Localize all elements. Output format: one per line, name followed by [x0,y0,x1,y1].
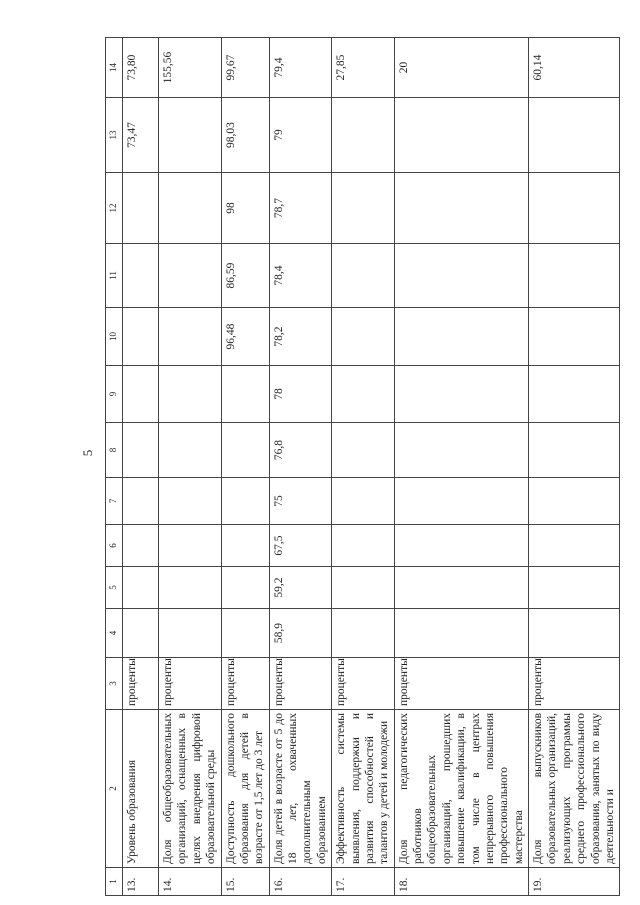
unit-cell: проценты [159,658,222,710]
table-row [123,38,159,896]
value-cell: 79 [269,98,332,173]
value-cell [529,366,620,423]
column-number: 3 [106,658,123,710]
value-cell [332,244,395,308]
column-number: 2 [106,710,123,868]
value-cell [332,366,395,423]
value-cell [529,308,620,366]
value-cell [159,366,222,423]
value-cell [123,478,159,525]
indicator-name: Доступность дошкольного образования для детей в возрасте от 1,5 лет до 3 лет [221,710,269,868]
row-number: 16. [269,868,332,896]
value-cell [394,308,528,366]
column-number: 6 [106,525,123,567]
value-cell [332,173,395,244]
value-cell [529,423,620,478]
value-cell: 73,47 [123,98,159,173]
row-number: 14. [159,868,222,896]
value-cell: 58,9 [269,609,332,658]
table-row [269,38,332,896]
value-cell [159,567,222,609]
indicator-table [105,37,620,896]
value-cell [221,478,269,525]
table-row [332,38,395,896]
column-number: 1 [106,868,123,896]
value-cell: 86,59 [221,244,269,308]
value-cell [159,308,222,366]
value-cell [159,478,222,525]
indicator-name: Уровень образования [123,710,159,868]
value-cell [529,244,620,308]
value-cell: 98,03 [221,98,269,173]
appendix-caption [0,60,5,260]
value-cell [394,244,528,308]
column-number: 7 [106,478,123,525]
column-number: 12 [106,173,123,244]
indicator-name: Доля педагогических работников общеобразовательных организаций, прошедших повышение квалификации, в том числе в центрах непрерывного повышения профессионального мастерства [394,710,528,868]
value-cell: 75 [269,478,332,525]
unit-cell: проценты [221,658,269,710]
value-cell: 79,4 [269,38,332,98]
value-cell [394,567,528,609]
value-cell [221,567,269,609]
value-cell [159,173,222,244]
table-row [529,38,620,896]
column-number: 10 [106,308,123,366]
value-cell: 96,48 [221,308,269,366]
value-cell: 76,8 [269,423,332,478]
value-cell [159,423,222,478]
unit-cell: проценты [123,658,159,710]
value-cell [332,423,395,478]
value-cell [332,567,395,609]
value-cell [394,173,528,244]
value-cell [394,609,528,658]
unit-cell: проценты [394,658,528,710]
column-numbers-row [106,38,123,896]
value-cell [529,609,620,658]
table-row [159,38,222,896]
value-cell: 155,56 [159,38,222,98]
value-cell [529,478,620,525]
table-frame [105,38,616,896]
row-number: 19. [529,868,620,896]
value-cell [394,98,528,173]
value-cell [123,567,159,609]
value-cell [394,478,528,525]
row-number: 17. [332,868,395,896]
value-cell [159,244,222,308]
value-cell: 78,2 [269,308,332,366]
indicator-name: Доля выпускников образовательных организаций, реализующих программы среднего профессионального образования, занятых по виду деятельности и [529,710,620,868]
value-cell [332,525,395,567]
column-number: 8 [106,423,123,478]
value-cell [159,609,222,658]
value-cell [332,609,395,658]
value-cell: 78,7 [269,173,332,244]
value-cell: 27,85 [332,38,395,98]
value-cell [221,525,269,567]
value-cell [159,98,222,173]
rotated-table-container [105,38,616,896]
table-row [394,38,528,896]
row-number: 15. [221,868,269,896]
indicator-name: Доля общеобразовательных организаций, оснащенных в целях внедрения цифровой образовательной среды [159,710,222,868]
value-cell [394,525,528,567]
value-cell [123,423,159,478]
value-cell: 98 [221,173,269,244]
value-cell [529,567,620,609]
value-cell: 67,5 [269,525,332,567]
table-row [221,38,269,896]
value-cell: 20 [394,38,528,98]
value-cell [394,366,528,423]
row-number: 18. [394,868,528,896]
value-cell [332,308,395,366]
value-cell [123,308,159,366]
value-cell [123,525,159,567]
unit-cell: проценты [269,658,332,710]
value-cell: 78 [269,366,332,423]
value-cell: 59,2 [269,567,332,609]
column-number: 13 [106,98,123,173]
value-cell: 99,67 [221,38,269,98]
value-cell: 73,80 [123,38,159,98]
value-cell [123,609,159,658]
value-cell [529,173,620,244]
unit-cell: проценты [332,658,395,710]
column-number: 14 [106,38,123,98]
column-number: 11 [106,244,123,308]
value-cell [529,525,620,567]
indicator-name: Доля детей в возрасте от 5 до 18 лет, охваченных дополнительным образованием [269,710,332,868]
column-number: 5 [106,567,123,609]
indicator-name: Эффективность системы выявления, поддержки и развития способностей и талантов у детей и молодежи [332,710,395,868]
value-cell [159,525,222,567]
column-number: 9 [106,366,123,423]
value-cell: 78,4 [269,244,332,308]
column-number: 4 [106,609,123,658]
value-cell [332,478,395,525]
value-cell [221,366,269,423]
value-cell [221,609,269,658]
value-cell [123,173,159,244]
value-cell [529,98,620,173]
value-cell [332,98,395,173]
value-cell [123,366,159,423]
value-cell [221,423,269,478]
unit-cell: проценты [529,658,620,710]
value-cell [123,244,159,308]
row-number: 13. [123,868,159,896]
page-number: 5 [80,449,95,457]
value-cell [394,423,528,478]
value-cell: 60,14 [529,38,620,98]
